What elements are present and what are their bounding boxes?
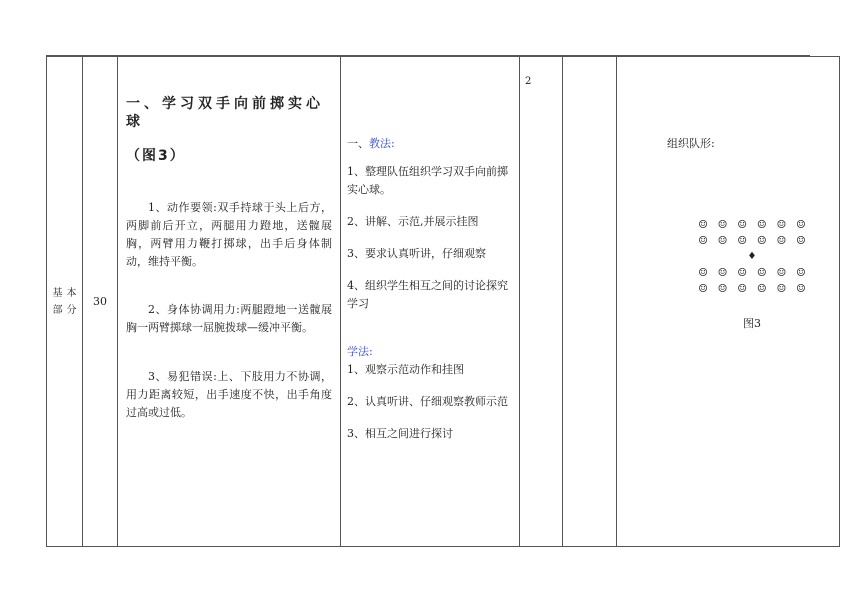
student-icon: ☺ (796, 218, 806, 231)
student-icon: ☺ (698, 218, 708, 231)
student-icon: ☺ (698, 234, 708, 247)
teaching-method-heading (347, 135, 513, 153)
time-value: 30 (93, 294, 107, 308)
content-paragraph-2: 2、身体协调用力:两腿蹬地一送髋展胸一两臂掷球一屈腕拨球—缓冲平衡。 (126, 303, 332, 334)
student-icon: ☺ (717, 282, 728, 295)
student-icon: ☺ (737, 266, 748, 279)
student-icon: ☺ (776, 218, 787, 231)
formation-row-bottom (697, 281, 807, 297)
formation-row-bottom (697, 265, 807, 281)
teaching-item-3: 3、要求认真听讲，仔细观察 (347, 247, 486, 260)
figure-label: 图3 (743, 317, 761, 330)
student-icon: ☺ (756, 266, 767, 279)
student-icon: ☺ (776, 266, 787, 279)
organization-cell (617, 57, 840, 547)
learning-item-3: 3、相互之间进行探讨 (347, 427, 453, 440)
student-icon: ☺ (717, 266, 728, 279)
teaching-item-1: 1、整理队伍组织学习双手向前掷实心球。 (347, 165, 508, 196)
formation-row-top (697, 233, 807, 249)
student-icon: ☺ (737, 234, 748, 247)
content-paragraph-3: 3、易犯错误:上、下肢用力不协调，用力距离较短，出手速度不快，出手角度过高或过低。 (126, 370, 332, 419)
student-icon: ☺ (717, 218, 728, 231)
student-icon: ☺ (756, 234, 767, 247)
student-icon: ☺ (796, 234, 806, 247)
reps-value: 2 (525, 76, 532, 87)
teaching-method-label: 教法: (369, 137, 395, 150)
learning-item-1: 1、观察示范动作和挂图 (347, 363, 464, 376)
lesson-title: 一、学习双手向前掷实心球 (126, 96, 324, 130)
lesson-plan-table (46, 56, 840, 547)
teaching-method-prefix: 一、 (347, 137, 369, 150)
teacher-icon: ♦ (747, 251, 757, 262)
formation-row-top (697, 217, 807, 233)
student-icon: ☺ (776, 234, 787, 247)
student-icon: ☺ (776, 282, 787, 295)
time-cell (83, 57, 118, 547)
blank-cell (563, 57, 617, 547)
lesson-subtitle: （图3） (126, 148, 186, 164)
student-icon: ☺ (796, 266, 806, 279)
teaching-item-4: 4、组织学生相互之间的讨论探究学习 (347, 279, 508, 310)
content-paragraph-1: 1、动作要领:双手持球于头上后方，两脚前后开立，两腿用力蹬地，送髋展胸，两臂用力鞭打掷球，出手后身体制动，维持平衡。 (126, 201, 332, 268)
student-icon: ☺ (698, 266, 708, 279)
section-label: 基本部分 (52, 287, 81, 316)
student-icon: ☺ (756, 218, 767, 231)
student-icon: ☺ (737, 218, 748, 231)
learning-item-2: 2、认真听讲、仔细观察教师示范 (347, 395, 508, 408)
student-icon: ☺ (717, 234, 728, 247)
student-icon: ☺ (737, 282, 748, 295)
student-icon: ☺ (698, 282, 708, 295)
table-row (47, 57, 840, 547)
learning-method-label: 学法: (347, 345, 373, 358)
student-icon: ☺ (796, 282, 806, 295)
section-cell (47, 57, 83, 547)
reps-cell (520, 57, 563, 547)
student-icon: ☺ (756, 282, 767, 295)
content-cell (118, 57, 341, 547)
formation-diagram (697, 217, 807, 297)
teaching-item-2: 2、讲解、示范,并展示挂图 (347, 215, 479, 228)
method-cell (341, 57, 520, 547)
organization-title: 组织队形: (667, 137, 715, 150)
